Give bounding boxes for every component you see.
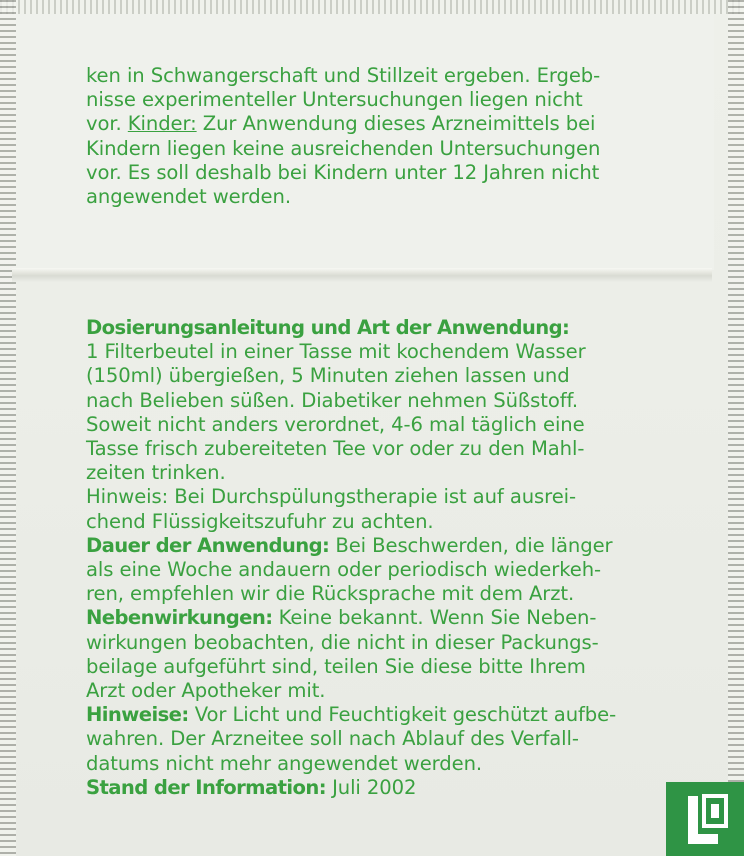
dauer-line	[86, 534, 686, 558]
top-serrated-edge	[0, 0, 744, 14]
hinweis-line: Hinweis: Bei Durchspülungstherapie ist auf ausrei-	[86, 485, 576, 509]
dosierung-line: (150ml) übergießen, 5 Minuten ziehen lassen und	[86, 364, 570, 388]
left-serrated-edge	[0, 0, 16, 856]
kinder-label: Kinder:	[127, 112, 197, 136]
text-fragment: Vor Licht und Feuchtigkeit geschützt aufbe-	[188, 703, 617, 727]
dosierung-heading: Dosierungsanleitung und Art der Anwendung:	[86, 316, 570, 339]
upper-line: ken in Schwangerschaft und Stillzeit ergeben. Ergeb-	[86, 64, 601, 87]
upper-line: vor. Es soll deshalb bei Kindern unter 12 Jahren nicht	[86, 160, 600, 184]
dauer-line: ren, empfehlen wir die Rücksprache mit dem Arzt.	[86, 582, 575, 606]
dosierung-line: nach Belieben süßen. Diabetiker nehmen Süßstoff.	[86, 388, 579, 412]
stand-value: Juli 2002	[325, 775, 417, 799]
stand-line	[86, 776, 686, 800]
upper-line-kinder	[86, 112, 676, 136]
watermark-logo-icon	[686, 792, 728, 848]
text-fragment: Keine bekannt. Wenn Sie Neben-	[272, 606, 597, 630]
dauer-line: als eine Woche andauern oder periodisch wiederkeh-	[86, 558, 601, 582]
text-fragment: Bei Beschwerden, die länger	[329, 533, 613, 557]
watermark-logo	[666, 782, 744, 856]
dosierung-line: Soweit nicht anders verordnet, 4-6 mal täglich eine	[86, 412, 585, 436]
nebenwirkungen-heading: Nebenwirkungen:	[86, 606, 273, 630]
hinweise-heading: Hinweise:	[86, 703, 189, 727]
neben-line: Arzt oder Apotheker mit.	[86, 679, 326, 703]
right-serrated-edge	[728, 0, 744, 856]
hinweise-line: datums nicht mehr angewendet werden.	[86, 751, 483, 775]
text-fragment: vor.	[86, 112, 128, 136]
lower-text-block	[86, 316, 686, 800]
upper-line: angewendet werden.	[86, 185, 291, 209]
neben-line: beilage aufgeführt sind, teilen Sie diese bitte Ihrem	[86, 654, 586, 678]
neben-line	[86, 606, 686, 630]
hinweise-line: wahren. Der Arzneitee soll nach Ablauf des Verfall-	[86, 727, 579, 751]
dosierung-line: 1 Filterbeutel in einer Tasse mit kochendem Wasser	[86, 340, 586, 364]
upper-line: Kindern liegen keine ausreichenden Untersuchungen	[86, 136, 601, 160]
dauer-heading: Dauer der Anwendung:	[86, 533, 330, 557]
upper-text-block	[86, 64, 676, 209]
hinweise-line	[86, 703, 686, 727]
dosierung-line: Tasse frisch zubereiteten Tee vor oder zu den Mahl-	[86, 437, 585, 461]
text-fragment: Zur Anwendung dieses Arzneimittels bei	[196, 112, 596, 136]
neben-line: wirkungen beobachten, die nicht in dieser Packungs-	[86, 630, 599, 654]
dosierung-line: zeiten trinken.	[86, 461, 226, 485]
upper-line: nisse experimenteller Untersuchungen liegen nicht	[86, 88, 583, 112]
hinweis-line: chend Flüssigkeitszufuhr zu achten.	[86, 509, 434, 533]
flap-fold	[12, 268, 712, 282]
stand-heading: Stand der Information:	[86, 775, 326, 799]
